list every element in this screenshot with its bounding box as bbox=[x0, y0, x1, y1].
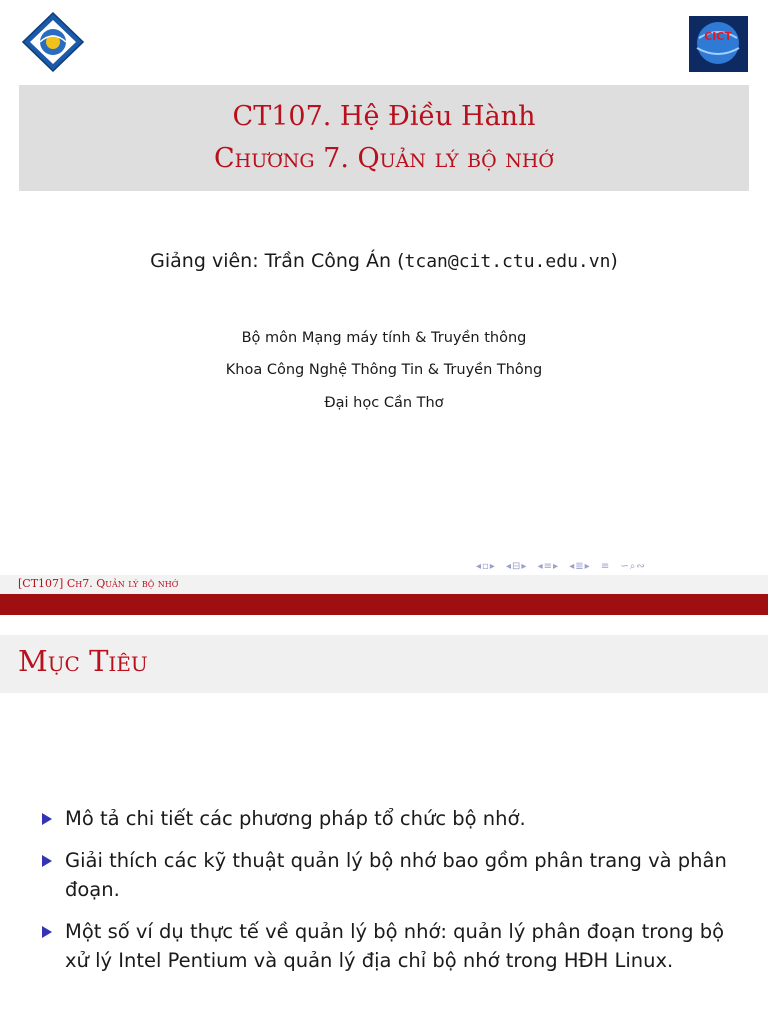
title-box bbox=[19, 85, 749, 191]
list-item bbox=[40, 846, 740, 904]
footer-text: [CT107] Ch7. Quản lý bộ nhớ bbox=[18, 577, 179, 590]
lecturer-line bbox=[0, 250, 768, 272]
header-band bbox=[0, 594, 768, 615]
list-item bbox=[40, 917, 740, 975]
lecturer-suffix: ) bbox=[610, 250, 618, 272]
university: Đại học Cần Thơ bbox=[324, 395, 444, 411]
bullet-triangle-icon bbox=[42, 926, 52, 938]
nav-frame-prev-icon[interactable]: ◂▫▸ bbox=[476, 561, 496, 572]
bullet-triangle-icon bbox=[42, 813, 52, 825]
beamer-navigation[interactable] bbox=[476, 561, 652, 575]
list-item bbox=[40, 804, 740, 833]
department: Bộ môn Mạng máy tính & Truyền thông bbox=[241, 330, 527, 346]
nav-appendix-icon[interactable]: ≡ bbox=[600, 561, 611, 572]
frame-title: Mục Tiêu bbox=[18, 644, 148, 678]
lecturer-name: Giảng viên: Trần Công Án ( bbox=[150, 250, 405, 272]
faculty: Khoa Công Nghệ Thông Tin & Truyền Thông bbox=[225, 362, 543, 378]
bullet-text: Một số ví dụ thực tế về quản lý bộ nhớ: quản lý phân đoạn trong bộ xử lý Intel Pentium và quản lý địa chỉ bộ nhớ trong HĐH Linux. bbox=[65, 920, 725, 972]
nav-search-icon[interactable]: ∽⌕∾ bbox=[620, 561, 646, 572]
course-title: CT107. Hệ Điều Hành bbox=[232, 101, 536, 132]
bullet-text: Mô tả chi tiết các phương pháp tổ chức bộ nhớ. bbox=[65, 807, 526, 830]
lecturer-email: tcan@cit.ctu.edu.vn bbox=[404, 251, 611, 272]
cict-logo-text: CICT bbox=[704, 30, 732, 43]
bullet-text: Giải thích các kỹ thuật quản lý bộ nhớ bao gồm phân trang và phân đoạn. bbox=[65, 849, 727, 901]
objectives-list bbox=[40, 804, 740, 988]
nav-section-icon[interactable]: ◂≡▸ bbox=[537, 561, 560, 572]
nav-subsection-icon[interactable]: ◂⊟▸ bbox=[506, 561, 528, 572]
chapter-title: Chương 7. Quản lý bộ nhớ bbox=[213, 143, 555, 174]
ctu-logo-icon bbox=[22, 12, 84, 72]
cict-logo-icon bbox=[689, 16, 748, 72]
nav-slide-icon[interactable]: ◂≣▸ bbox=[569, 561, 591, 572]
bullet-triangle-icon bbox=[42, 855, 52, 867]
